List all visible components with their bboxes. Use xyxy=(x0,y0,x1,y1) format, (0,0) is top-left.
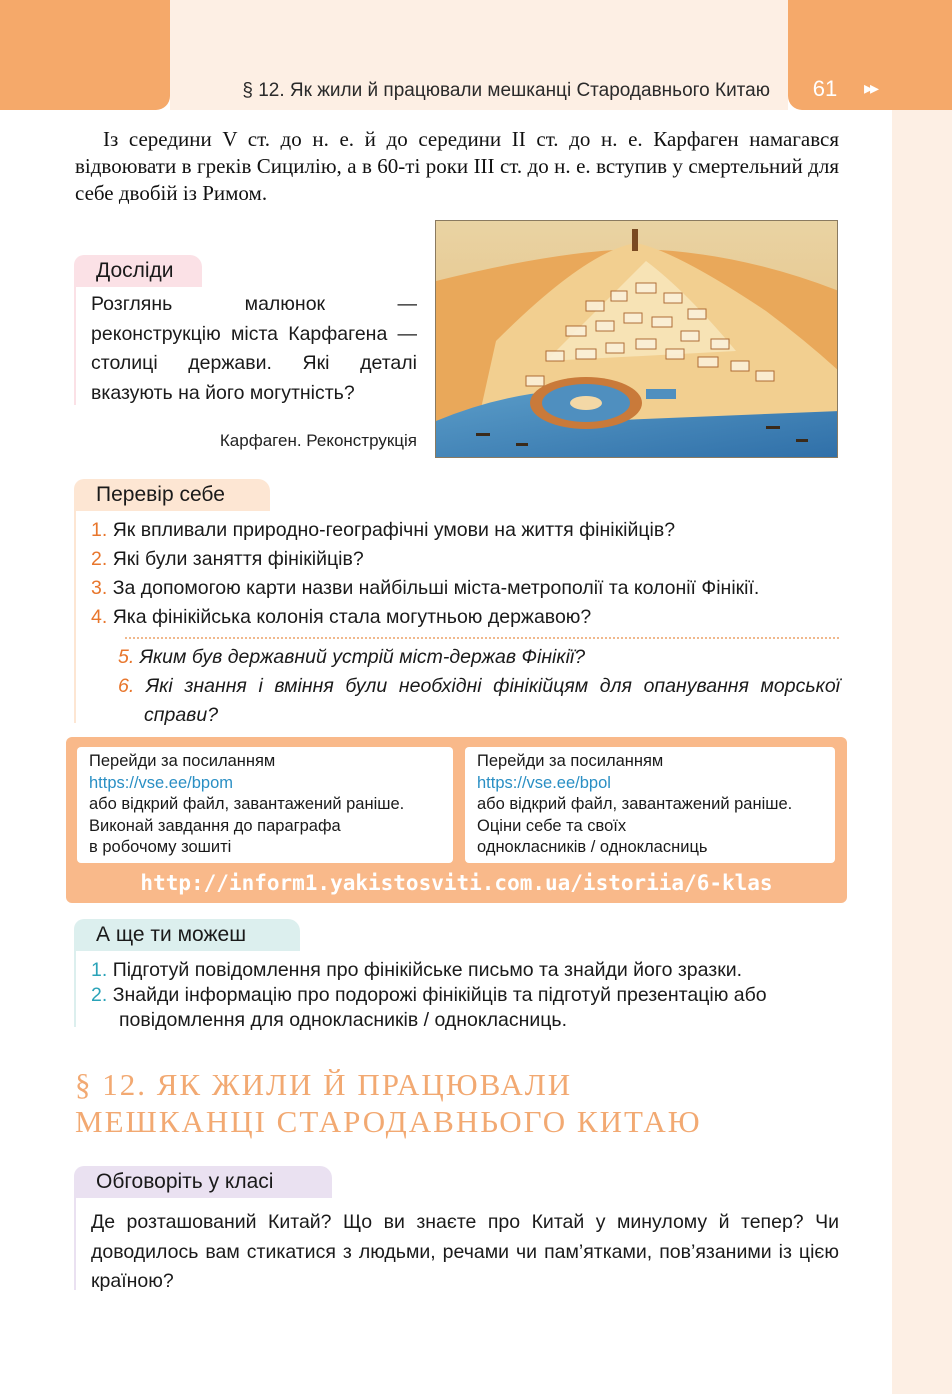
resource-instruction: Перейди за посиланням xyxy=(89,752,276,770)
more-rule xyxy=(74,951,76,1027)
resource-card-right xyxy=(465,747,835,863)
page-number: 61 xyxy=(812,76,838,101)
explore-text: Розглянь малюнок — реконструкцію міста Карфагена — столиці держави. Які деталі вказують на його могутність? xyxy=(91,293,417,404)
next-page-arrows-icon[interactable]: ▸▸ xyxy=(864,78,877,98)
resource-instruction: або відкрий файл, завантажений раніше. xyxy=(89,795,405,813)
section-title-line: МЕШКАНЦІ СТАРОДАВНЬОГО КИТАЮ xyxy=(75,1104,702,1139)
more-task-list xyxy=(91,958,851,1033)
discuss-text: Де розташований Китай? Що ви знаєте про Китай у минулому й тепер? Чи доводилось вам стикатися з людьми, речами чи пам’ятками, пов’язаними із цією країною? xyxy=(91,1211,839,1292)
list-item: 6. Які знання і вміння були необхідні фінікійцям для опанування морської справи? xyxy=(118,675,841,726)
check-rule xyxy=(74,511,76,723)
discuss-heading: Обговоріть у класі xyxy=(74,1166,332,1198)
resource-link[interactable]: https://vse.ee/bpom xyxy=(89,773,233,792)
section-title xyxy=(75,1066,835,1140)
explore-heading: Досліди xyxy=(74,255,202,287)
resource-instruction: в робочому зошиті xyxy=(89,838,232,856)
resource-card-left xyxy=(77,747,453,863)
site-url-link[interactable]: http://inform1.yakistosviti.com.ua/istoriia/6-klas xyxy=(140,871,773,895)
page-margin-strip xyxy=(892,110,952,1394)
intro-paragraph: Із середини V ст. до н. е. й до середини II ст. до н. е. Карфаген намагався відвоювати в греків Сицилію, а в 60-ті роки III ст. до н. е. вступив у смертельний для себе двобій із Римом. xyxy=(75,127,839,205)
list-item: 4. Яка фінікійська колонія стала могутньою державою? xyxy=(91,606,592,628)
list-item: 1. Як впливали природно-географічні умови на життя фінікійців? xyxy=(91,519,676,541)
check-heading: Перевір себе xyxy=(74,479,270,511)
list-item: 5. Яким був державний устрій міст-держав Фінікії? xyxy=(118,646,586,668)
resource-instruction: Оціни себе та своїх xyxy=(477,816,627,835)
resource-instruction: однокласників / однокласниць xyxy=(477,838,708,856)
list-item: 3. За допомогою карти назви найбільші міста-метрополії та колонії Фінікії. xyxy=(91,577,760,599)
resource-instruction: або відкрий файл, завантажений раніше. xyxy=(477,795,793,813)
discuss-rule xyxy=(74,1198,76,1290)
check-question-list xyxy=(91,516,851,632)
online-resources-panel xyxy=(66,737,847,903)
resource-instruction: Виконай завдання до параграфа xyxy=(89,816,341,835)
image-caption: Карфаген. Реконструкція xyxy=(219,431,417,450)
list-item: 2. Знайди інформацію про подорожі фінікійців та підготуй презентацію або повідомлення для однокласників / однокласниць. xyxy=(91,984,767,1031)
explore-rule xyxy=(74,287,76,405)
section-title-line: § 12. ЯК ЖИЛИ Й ПРАЦЮВАЛИ xyxy=(75,1067,573,1102)
running-header-title: § 12. Як жили й працювали мешканці Стародавнього Китаю xyxy=(242,80,770,101)
header-left-band xyxy=(0,0,170,110)
carthage-reconstruction-image xyxy=(435,220,838,458)
resource-link[interactable]: https://vse.ee/bpol xyxy=(477,773,611,792)
list-item: 2. Які були заняття фінікійців? xyxy=(91,548,364,570)
check-extra-question-list xyxy=(118,643,840,730)
resource-instruction: Перейди за посиланням xyxy=(477,752,664,770)
list-item: 1. Підготуй повідомлення про фінікійське письмо та знайди його зразки. xyxy=(91,959,743,981)
dotted-divider xyxy=(125,637,839,639)
more-heading: А ще ти можеш xyxy=(74,919,300,951)
